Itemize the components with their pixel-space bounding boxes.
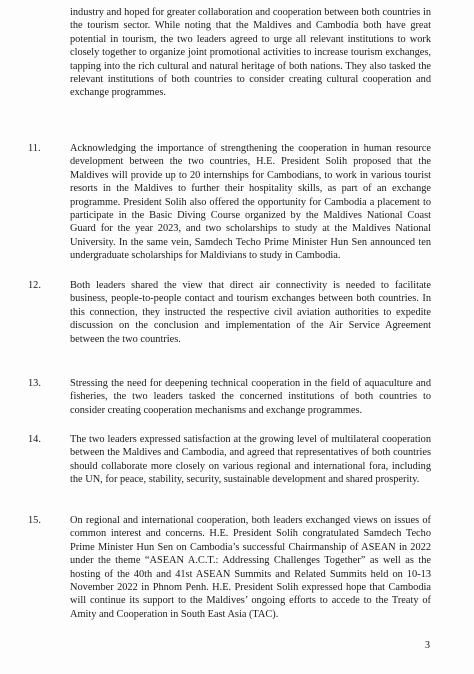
paragraph-text: On regional and international cooperation, both leaders exchanged views on issues of common interest and concerns. H.E. President Solih congratulated Samdech Techo Prime Minister Hun Sen on Cambodia’s successful Chairmanship of ASEAN in 2022 under the theme “ASEAN A.C.T.: Addressing Challenges Together” as well as the hosting of the 40th and 41st ASEAN Summits and Related Summits held on 10-13 November 2022 in Phnom Penh. H.E. President Solih expressed hope that Cambodia will continue its support to the Maldives’ ongoing efforts to accede to the Treaty of Amity and Cooperation in South East Asia (TAC). (70, 515, 431, 620)
paragraph-number: 13. (28, 378, 41, 389)
paragraph-text: Acknowledging the importance of strengthening the cooperation in human resource development between the two countries, H.E. President Solih proposed that the Maldives will provide up to 20 internships for Cambodians, to work in various tourist resorts in the Maldives to further their hospitality skills, as part of an exchange programme. President Solih also offered the opportunity for Cambodia a placement to participate in the Basic Diving Course organized by the Maldives National Coast Guard for the year 2023, and two scholarships to study at the Maldives National University. In the same vein, Samdech Techo Prime Minister Hun Sen announced ten undergraduate scholarships for Maldivians to study in Cambodia. (70, 143, 431, 262)
paragraph-13 (28, 377, 431, 417)
page-number: 3 (424, 639, 430, 651)
lead-paragraph: industry and hoped for greater collaboration and cooperation between both countries in the tourism sector. While noting that the Maldives and Cambodia both have great potential in tourism, the two leaders agreed to urge all relevant institutions to work closely together to organize joint promotional activities to increase tourism exchanges, tapping into the rich cultural and natural heritage of both nations. They also tasked the relevant institutions of both countries to consider creating cultural cooperation and exchange programmes. (70, 7, 431, 99)
paragraph-text: The two leaders expressed satisfaction at the growing level of multilateral cooperation between the Maldives and Cambodia, and agreed that representatives of both countries should collaborate more closely on various regional and international fora, including the UN, for peace, stability, security, sustainable development and shared prosperity. (70, 434, 431, 486)
paragraph-text: Stressing the need for deepening technical cooperation in the field of aquaculture and fisheries, the two leaders tasked the concerned institutions of both countries to consider creating cooperation mechanisms and exchange programmes. (70, 378, 431, 416)
paragraph-12 (28, 279, 431, 346)
paragraph-11 (28, 142, 431, 263)
paragraph-number: 14. (28, 434, 41, 445)
paragraph-number: 15. (28, 515, 41, 526)
paragraph-15 (28, 514, 431, 621)
paragraph-number: 12. (28, 280, 41, 291)
paragraph-text: Both leaders shared the view that direct air connectivity is needed to facilitate business, people-to-people contact and tourism exchanges between both countries. In this connection, they instructed the respective civil aviation authorities to expedite discussion on the conclusion and implementation of the Air Service Agreement between the two countries. (70, 280, 431, 345)
paragraph-number: 11. (28, 143, 41, 154)
paragraph-14 (28, 433, 431, 487)
